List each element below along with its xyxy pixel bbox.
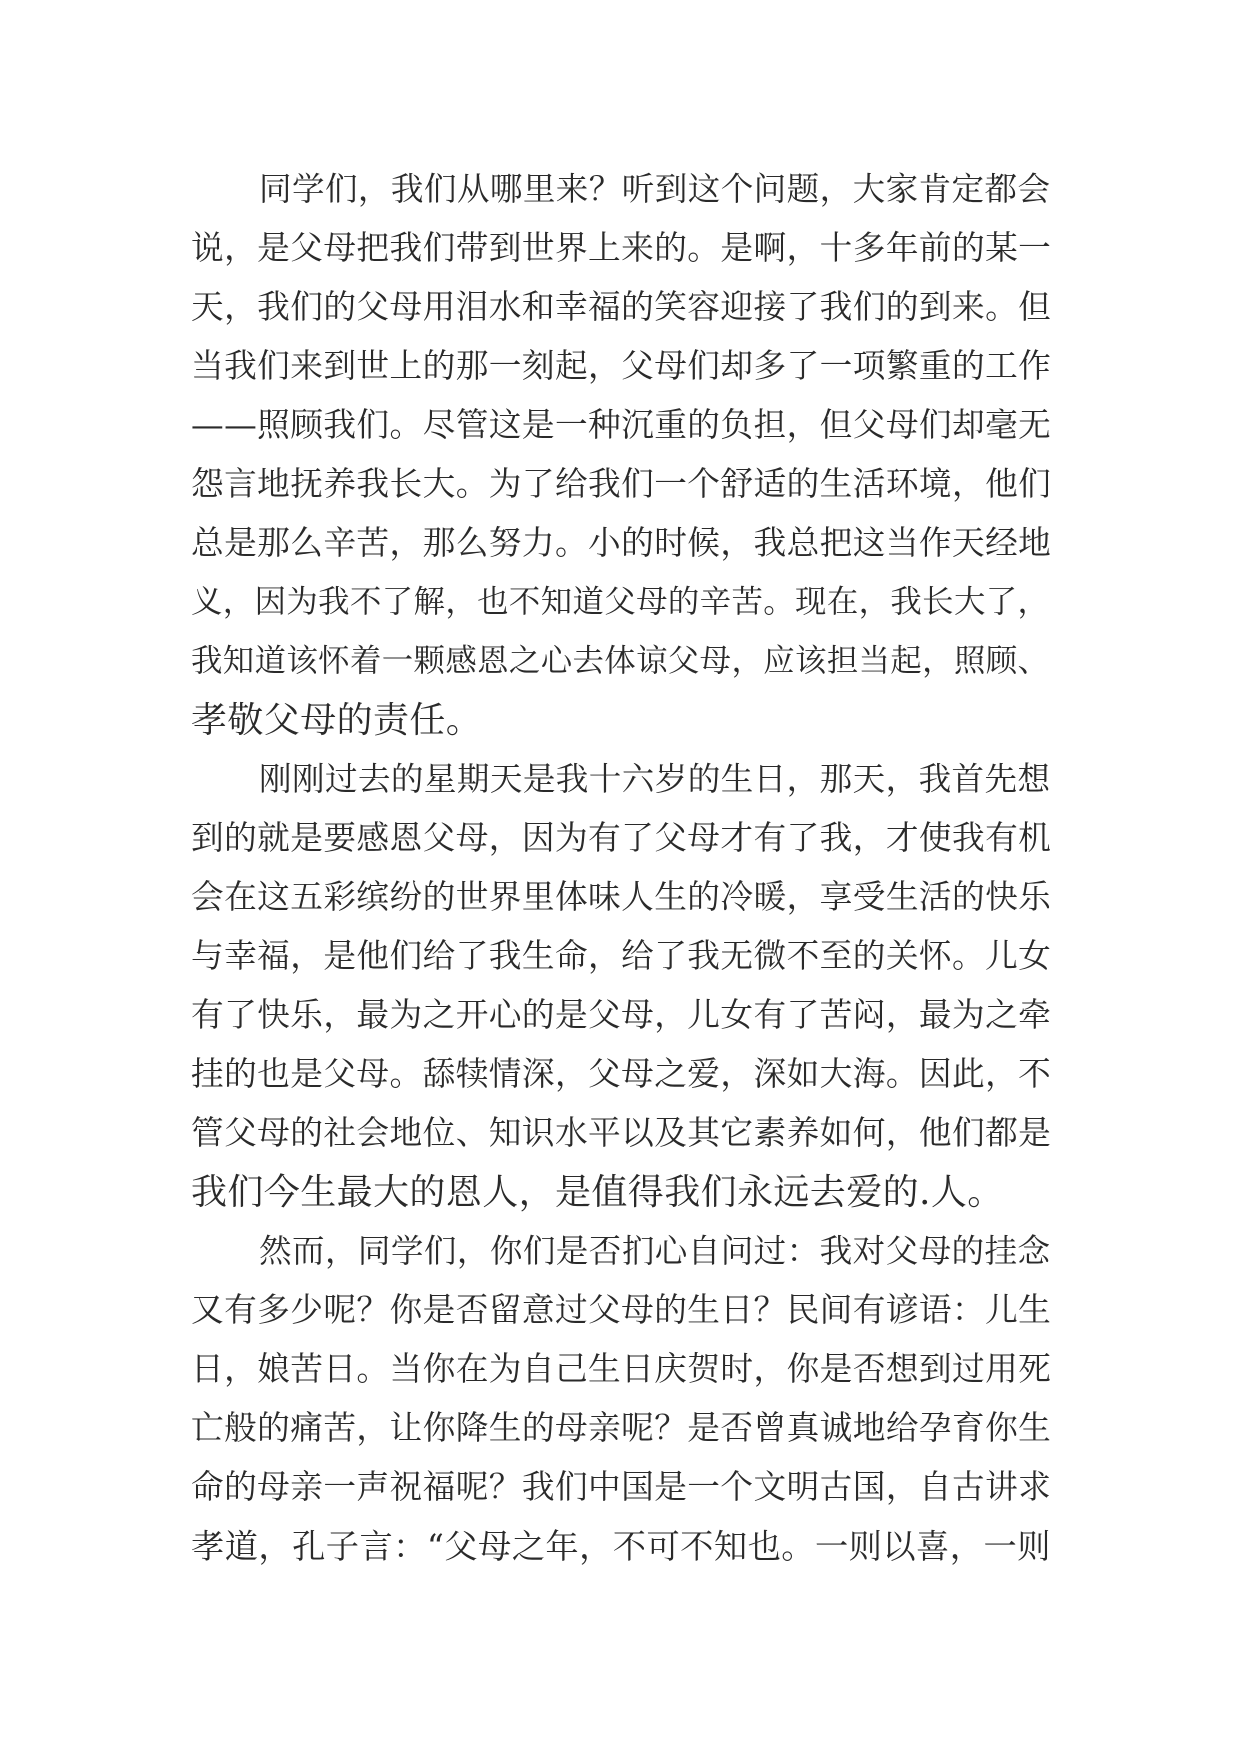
text-line: 命的母亲一声祝福呢？我们中国是一个文明古国，自古讲求 (191, 1468, 1052, 1506)
text-line: 管父母的社会地位、知识水平以及其它素养如何，他们都是 (191, 1114, 1052, 1152)
text-line: 与幸福，是他们给了我生命，给了我无微不至的关怀。儿女 (191, 937, 1052, 975)
text-line: 挂的也是父母。舔犊情深，父母之爱，深如大海。因此，不 (191, 1055, 1052, 1093)
text-line: 日，娘苦日。当你在为自己生日庆贺时，你是否想到过用死 (191, 1350, 1052, 1388)
text-line: 我知道该怀着一颗感恩之心去体谅父母，应该担当起，照顾、 (191, 643, 1050, 679)
text-line: 亡般的痛苦，让你降生的母亲呢？是否曾真诚地给孕育你生 (191, 1409, 1052, 1447)
paragraph-3 (191, 1222, 1051, 1576)
text-line: ——照顾我们。尽管这是一种沉重的负担，但父母们却毫无 (191, 406, 1052, 444)
text-body (191, 160, 1051, 1576)
text-line: 有了快乐，最为之开心的是父母，儿女有了苦闷，最为之牵 (191, 996, 1052, 1034)
text-line: 怨言地抚养我长大。为了给我们一个舒适的生活环境，他们 (191, 465, 1052, 503)
text-line: 到的就是要感恩父母，因为有了父母才有了我，才使我有机 (191, 819, 1052, 857)
text-line: 孝敬父母的责任。 (191, 700, 483, 741)
text-line: 会在这五彩缤纷的世界里体味人生的冷暖，享受生活的快乐 (191, 878, 1052, 916)
text-line: 义，因为我不了解，也不知道父母的辛苦。现在，我长大了， (191, 584, 1050, 620)
text-line: 天，我们的父母用泪水和幸福的笑容迎接了我们的到来。但 (191, 288, 1052, 326)
text-line: 我们今生最大的恩人，是值得我们永远去爱的.人。 (191, 1172, 1004, 1213)
text-line: 又有多少呢？你是否留意过父母的生日？民间有谚语：儿生 (191, 1291, 1052, 1329)
paragraph-1 (191, 160, 1051, 750)
text-line: 然而，同学们，你们是否扪心自问过：我对父母的挂念 (259, 1232, 1051, 1270)
text-line: 说，是父母把我们带到世界上来的。是啊，十多年前的某一 (191, 229, 1052, 267)
text-line: 当我们来到世上的那一刻起，父母们却多了一项繁重的工作 (191, 347, 1052, 385)
text-line: 孝道，孔子言：“父母之年，不可不知也。一则以喜，一则 (191, 1527, 1051, 1566)
paragraph-2 (191, 750, 1051, 1222)
text-line: 同学们，我们从哪里来？听到这个问题，大家肯定都会 (259, 170, 1051, 208)
text-line: 总是那么辛苦，那么努力。小的时候，我总把这当作天经地 (191, 524, 1052, 562)
text-line: 刚刚过去的星期天是我十六岁的生日，那天，我首先想 (259, 760, 1051, 798)
